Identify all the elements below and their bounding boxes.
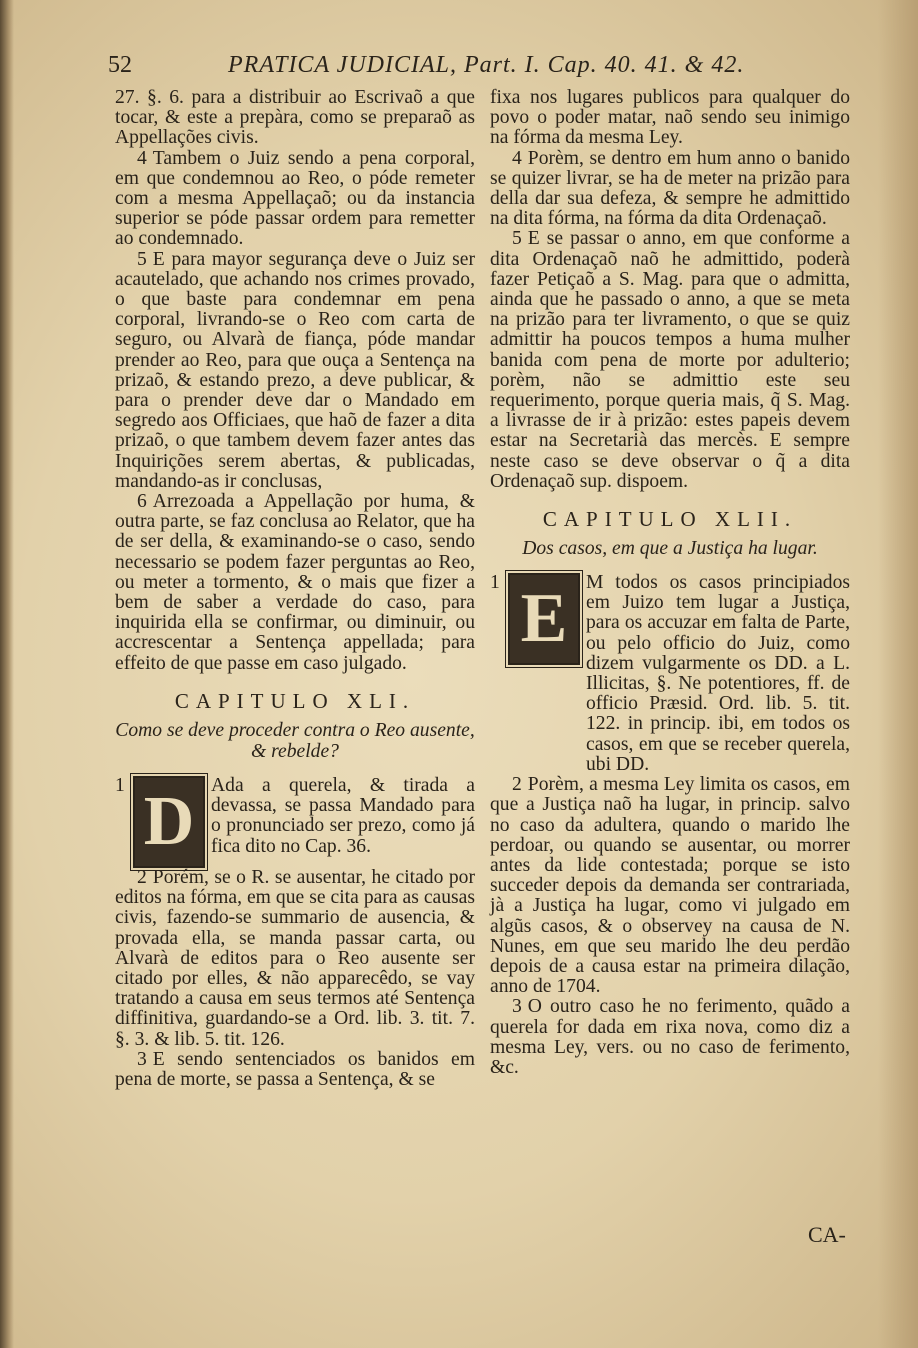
right-column — [490, 88, 850, 1078]
paragraph-text: Ada a querela, & tirada a devassa, se passa Mandado para o pronunciado ser prezo, como já fica dito no Cap. 36. — [211, 774, 475, 857]
chapter-41-paragraph-2 — [115, 868, 475, 1050]
folio-number: 52 — [108, 52, 132, 78]
drop-cap-initial: E — [508, 573, 580, 665]
paragraph-number: 3 — [137, 1048, 147, 1070]
paragraph-number: 4 — [137, 147, 147, 169]
chapter-title-41: Como se deve proceder contra o Reo ausente, & rebelde? — [115, 719, 475, 762]
drop-cap-initial: D — [133, 776, 205, 868]
running-header — [108, 52, 768, 86]
right-paragraph-5 — [490, 229, 850, 492]
paragraph-text: Porèm, se dentro em hum anno o banido se quizer livrar, se ha de meter na prizão para della dar sua defeza, & sempre he admittido na dita fórma, na fórma da dita Ordenaçaõ. — [490, 147, 850, 230]
left-paragraph-6 — [115, 492, 475, 674]
paragraph-text: E se passar o anno, em que conforme a dita Ordenaçaõ naõ he admittido, poderà fazer Petiçaõ a S. Mag. para que o admitta, ainda que he passado o anno, a que se meta na prizão para ter livramento, o que se quiz admittir ha poucos tempos a huma mulher banida com pena de morte por adulterio; porèm, não se admittio este seu requerimento, porque queria mais, q̃ S. Mag. a livrasse de ir à prizão: estes papeis devem estar na Secretarià das mercès. E sempre neste caso se deve observar o q̃ a dita Ordenaçaõ sup. dispoem. — [490, 228, 850, 492]
right-paragraph-continuation: fixa nos lugares publicos para qualquer do povo o poder matar, naõ sendo seu inimigo na fórma da mesma Ley. — [490, 87, 850, 149]
chapter-title-42: Dos casos, em que a Justiça ha lugar. — [522, 538, 818, 560]
paragraph-text: O outro caso he no ferimento, quãdo a querela for dada em rixa nova, como diz a mesma Ley, vers. ou no caso de ferimento, &c. — [490, 996, 850, 1078]
left-column — [115, 88, 475, 1090]
paragraph-number: 1 — [115, 774, 125, 796]
chapter-heading-42: CAPITULO XLII. — [542, 507, 798, 532]
paragraph-number: 6 — [137, 491, 147, 513]
paragraph-text: M todos os casos principiados em Juizo tem lugar a Justiça, para os accuzar em falta de Parte, ou pelo officio do Juiz, como dizem vulgarmente os DD. a L. Illicitas, §. Ne potentiores, ff. de officio Præsid. Ord. lib. 5. tit. 122. in princip. ibi, em todos os casos, em que se receber querela, ubi DD. — [586, 572, 850, 775]
right-paragraph-4 — [490, 149, 850, 230]
left-paragraph-4 — [115, 149, 475, 250]
chapter-heading-41: CAPITULO XLI. — [174, 688, 416, 713]
left-paragraph-5 — [115, 250, 475, 492]
paragraph-number: 4 — [512, 147, 522, 169]
page-gutter — [0, 0, 14, 1348]
left-paragraph-continuation: 27. §. 6. para a distribuir ao Escrivaõ a que tocar, & este a prepàra, como se preparaõ as Appellações civis. — [115, 87, 475, 149]
paragraph-number: 5 — [512, 228, 522, 250]
paragraph-number: 3 — [512, 996, 522, 1018]
paragraph-number: 1 — [490, 572, 500, 594]
paragraph-text: E para mayor segurança deve o Juiz ser acautelado, que achando nos crimes provado, o que baste para condemnar em pena corporal, livrando-se o Reo com carta de seguro, ou Alvarà de fiança, póde mandar prender ao Reo, para que ouça a Sentença na prizaõ, & estando prezo, a deve publicar, & para o prender deve dar o Mandado em segredo aos Officiaes, que haõ de fazer a dita prizaõ, o que tambem devem fazer antes das Inquirições serem abertas, & publicadas, mandando-as ir conclusas, — [115, 248, 475, 492]
paragraph-text: Porém, se o R. se ausentar, he citado por editos na fórma, em que se cita para as causas civis, fazendo-se summario de ausencia, & provada ella, se manda passar carta, ou Alvarà de editos para o Reo ausente ser citado por elles, & não apparecêdo, se vay tratando a causa em seus termos até Sentença diffinitiva, guardando-se a Ord. lib. 3. tit. 7. §. 3. & lib. 5. tit. 126. — [115, 866, 475, 1050]
paragraph-number: 5 — [137, 248, 147, 270]
paragraph-text: E sendo sentenciados os banidos em pena de morte, se passa a Sentença, & se — [115, 1048, 475, 1090]
page-edge — [878, 0, 918, 1348]
paragraph-text: Arrezoada a Appellação por huma, & outra parte, se faz conclusa ao Relator, que ha de ser della, & examinando-se o caso, sendo necessario se podem fazer perguntas ao Reo, ou meter a tormento, & o mais que fizer a bem de saber a verdade do caso, para inquirida ella se confirmar, ou diminuir, ou accrescentar a Sentença appellada; para effeito de que passe em caso julgado. — [115, 491, 475, 674]
paragraph-number: 2 — [137, 866, 147, 888]
chapter-42-paragraph-3 — [490, 997, 850, 1078]
chapter-41-paragraph-3 — [115, 1050, 475, 1090]
chapter-42-paragraph-2 — [490, 775, 850, 997]
paragraph-text: Tambem o Juiz sendo a pena corporal, em que condemnou ao Reo, o póde remeter com a mesma Appellaçaõ; ou da instancia superior se póde passar ordem para remetter ao condemnado. — [115, 147, 475, 250]
running-title: PRATICA JUDICIAL, Part. I. Cap. 40. 41. & 42. — [228, 52, 745, 78]
catchword: CA- — [808, 1222, 846, 1247]
paragraph-number: 2 — [512, 774, 522, 796]
chapter-41-paragraph-1 — [115, 776, 475, 868]
chapter-42-paragraph-1 — [490, 573, 850, 775]
paragraph-text: Porèm, a mesma Ley limita os casos, em que a Justiça naõ ha lugar, in princip. salvo no caso da adultera, quando o marido lhe perdoar, ou quando se ausentar, ou morrer antes da lide contestada; porque se isto succeder depois da demanda ser contrariada, jà a Justiça ha lugar, como vi julgado em algũs casos, & o observey na causa de N. Nunes, em que seu marido lhe deu perdão depois de a causa estar na primeira dilação, anno de 1704. — [490, 774, 850, 998]
